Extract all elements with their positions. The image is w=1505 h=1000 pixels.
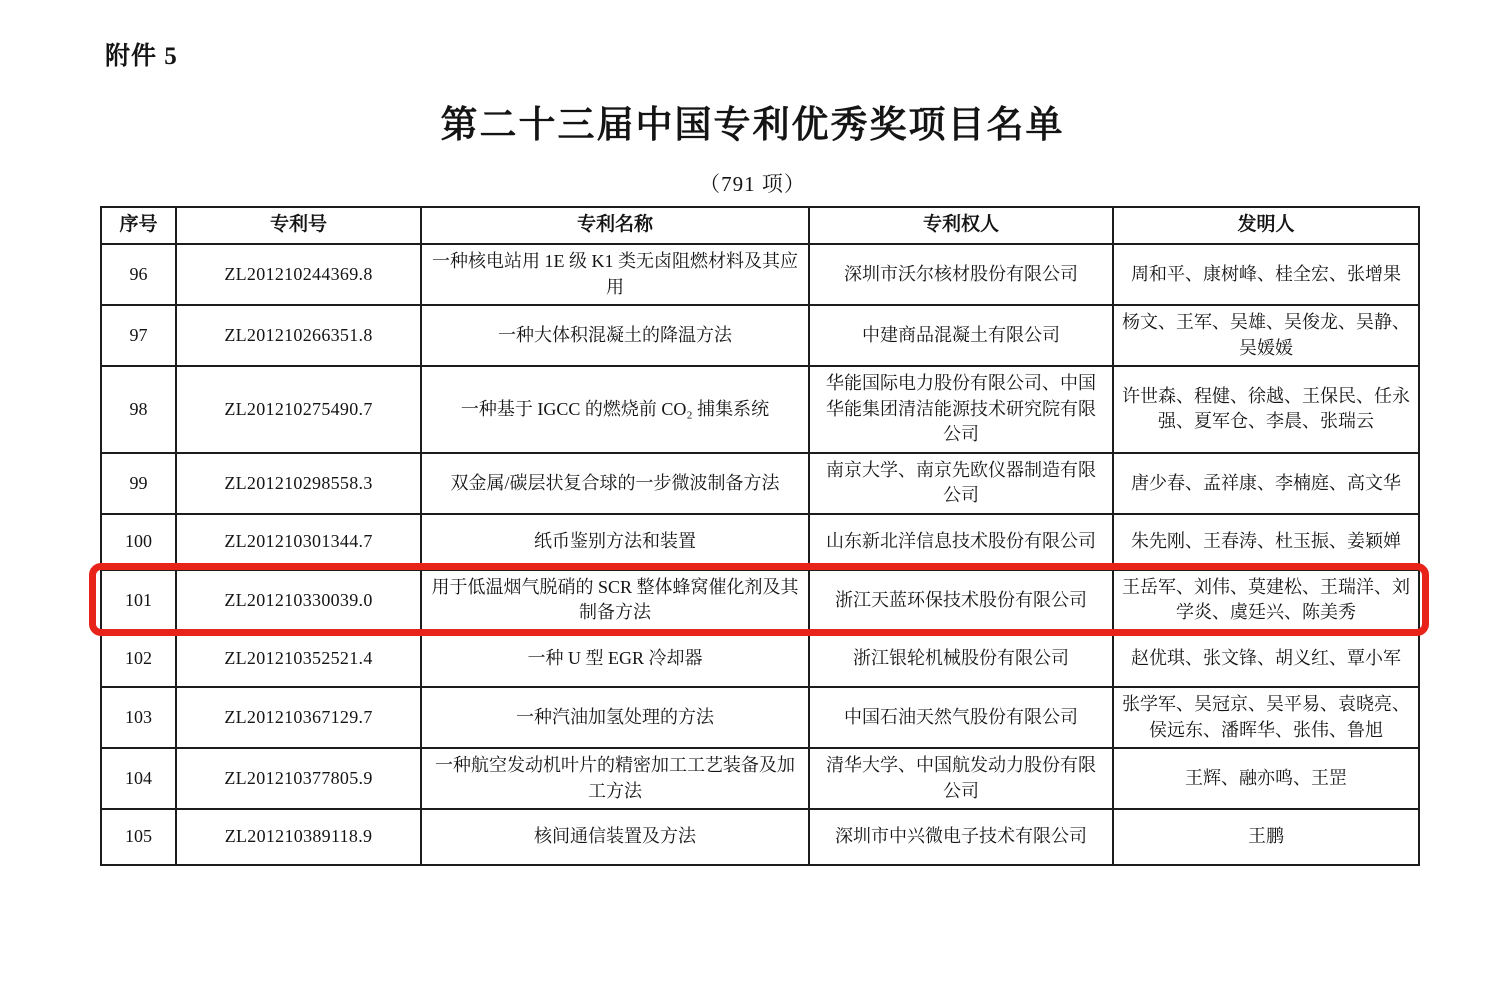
patent-name-cell: 纸币鉴别方法和装置 — [421, 514, 809, 570]
patent-table — [100, 206, 1420, 866]
patentee-cell: 华能国际电力股份有限公司、中国华能集团清洁能源技术研究院有限公司 — [809, 366, 1113, 453]
patent-number-cell: ZL201210298558.3 — [176, 453, 421, 514]
patent-name-cell: 一种航空发动机叶片的精密加工工艺装备及加工方法 — [421, 748, 809, 809]
patent-name-cell: 一种 U 型 EGR 冷却器 — [421, 631, 809, 687]
patentee-cell: 南京大学、南京先欧仪器制造有限公司 — [809, 453, 1113, 514]
patentee-cell: 清华大学、中国航发动力股份有限公司 — [809, 748, 1113, 809]
table-row — [101, 366, 1419, 453]
column-header-3: 专利权人 — [809, 207, 1113, 244]
patentee-cell: 浙江天蓝环保技术股份有限公司 — [809, 570, 1113, 631]
table-row — [101, 305, 1419, 366]
item-count: （791 项） — [699, 172, 806, 196]
patentee-cell: 浙江银轮机械股份有限公司 — [809, 631, 1113, 687]
column-header-4: 发明人 — [1113, 207, 1419, 244]
table-row — [101, 244, 1419, 305]
table-row — [101, 748, 1419, 809]
patentee-cell: 山东新北洋信息技术股份有限公司 — [809, 514, 1113, 570]
column-header-1: 专利号 — [176, 207, 421, 244]
inventors-cell: 许世森、程健、徐越、王保民、任永强、夏军仓、李晨、张瑞云 — [1113, 366, 1419, 453]
patentee-cell: 中建商品混凝土有限公司 — [809, 305, 1113, 366]
patent-name-cell: 用于低温烟气脱硝的 SCR 整体蜂窝催化剂及其制备方法 — [421, 570, 809, 631]
patent-name-cell: 一种汽油加氢处理的方法 — [421, 687, 809, 748]
inventors-cell: 赵优琪、张文锋、胡义红、覃小军 — [1113, 631, 1419, 687]
table-row — [101, 453, 1419, 514]
patent-number-cell: ZL201210377805.9 — [176, 748, 421, 809]
row-number-cell: 98 — [101, 366, 176, 453]
row-number-cell: 99 — [101, 453, 176, 514]
patent-name-cell: 一种核电站用 1E 级 K1 类无卤阻燃材料及其应用 — [421, 244, 809, 305]
inventors-cell: 王鹏 — [1113, 809, 1419, 865]
patent-number-cell: ZL201210244369.8 — [176, 244, 421, 305]
row-number-cell: 102 — [101, 631, 176, 687]
column-header-0: 序号 — [101, 207, 176, 244]
patent-name-cell: 双金属/碳层状复合球的一步微波制备方法 — [421, 453, 809, 514]
row-number-cell: 105 — [101, 809, 176, 865]
inventors-cell: 朱先刚、王春涛、杜玉振、姜颖婵 — [1113, 514, 1419, 570]
patentee-cell: 深圳市沃尔核材股份有限公司 — [809, 244, 1113, 305]
table-row — [101, 631, 1419, 687]
patent-number-cell: ZL201210389118.9 — [176, 809, 421, 865]
patent-number-cell: ZL201210352521.4 — [176, 631, 421, 687]
table-row — [101, 809, 1419, 865]
column-header-2: 专利名称 — [421, 207, 809, 244]
patent-name-cell: 一种大体积混凝土的降温方法 — [421, 305, 809, 366]
patentee-cell: 中国石油天然气股份有限公司 — [809, 687, 1113, 748]
row-number-cell: 96 — [101, 244, 176, 305]
patent-number-cell: ZL201210275490.7 — [176, 366, 421, 453]
row-number-cell: 103 — [101, 687, 176, 748]
table-header-row — [101, 207, 1419, 244]
patentee-cell: 深圳市中兴微电子技术有限公司 — [809, 809, 1113, 865]
attachment-label: 附件 5 — [105, 43, 178, 70]
table-row — [101, 687, 1419, 748]
row-number-cell: 101 — [101, 570, 176, 631]
patent-number-cell: ZL201210330039.0 — [176, 570, 421, 631]
patent-number-cell: ZL201210301344.7 — [176, 514, 421, 570]
table-row — [101, 570, 1419, 631]
row-number-cell: 97 — [101, 305, 176, 366]
inventors-cell: 周和平、康树峰、桂全宏、张增果 — [1113, 244, 1419, 305]
table-row — [101, 514, 1419, 570]
page-title: 第二十三届中国专利优秀奖项目名单 — [440, 105, 1065, 146]
inventors-cell: 杨文、王军、吴雄、吴俊龙、吴静、吴媛媛 — [1113, 305, 1419, 366]
inventors-cell: 张学军、吴冠京、吴平易、袁晓亮、侯远东、潘晖华、张伟、鲁旭 — [1113, 687, 1419, 748]
row-number-cell: 100 — [101, 514, 176, 570]
inventors-cell: 王辉、融亦鸣、王罡 — [1113, 748, 1419, 809]
row-number-cell: 104 — [101, 748, 176, 809]
patent-name-cell: 核间通信装置及方法 — [421, 809, 809, 865]
inventors-cell: 唐少春、孟祥康、李楠庭、高文华 — [1113, 453, 1419, 514]
patent-number-cell: ZL201210367129.7 — [176, 687, 421, 748]
inventors-cell: 王岳军、刘伟、莫建松、王瑞洋、刘学炎、虞廷兴、陈美秀 — [1113, 570, 1419, 631]
patent-name-cell: 一种基于 IGCC 的燃烧前 CO₂ 捕集系统 — [421, 366, 809, 453]
patent-number-cell: ZL201210266351.8 — [176, 305, 421, 366]
